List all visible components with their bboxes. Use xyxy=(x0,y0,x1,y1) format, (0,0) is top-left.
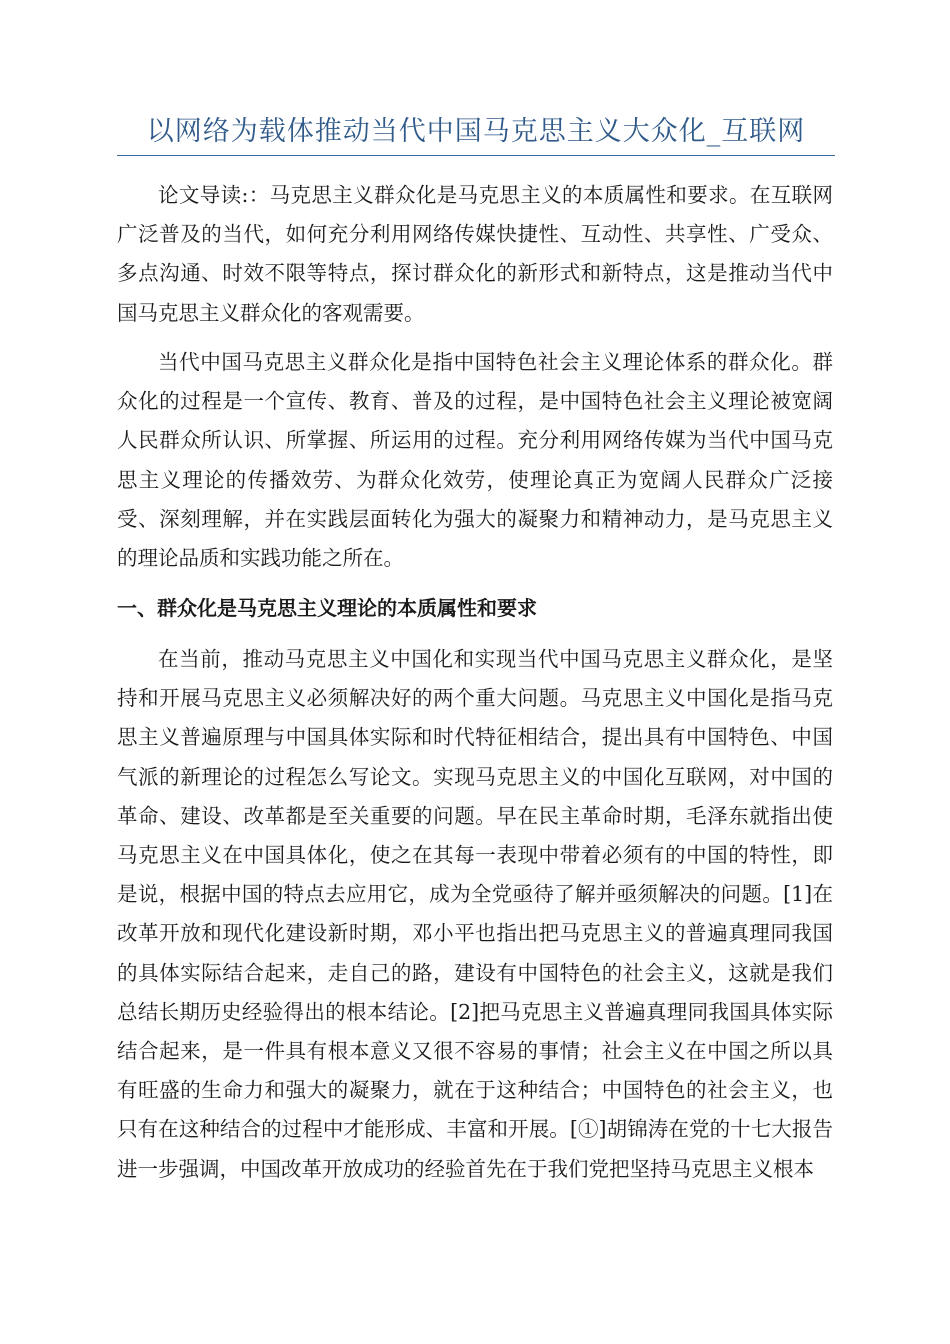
document-title: 以网络为载体推动当代中国马克思主义大众化_互联网 xyxy=(146,116,806,147)
body-paragraph: 当代中国马克思主义群众化是指中国特色社会主义理论体系的群众化。群众化的过程是一个宣传、教育、普及的过程，是中国特色社会主义理论被宽阔人民群众所认识、所掌握、所运用的过程。充分利用网络传媒为当代中国马克思主义理论的传播效劳、为群众化效劳，使理论真正为宽阔人民群众广泛接受、深刻理解，并在实践层面转化为强大的凝聚力和精神动力，是马克思主义的理论品质和实践功能之所在。 xyxy=(117,350,833,571)
title-underline xyxy=(117,155,835,156)
section-paragraph: 在当前，推动马克思主义中国化和实现当代中国马克思主义群众化，是坚持和开展马克思主义必须解决好的两个重大问题。马克思主义中国化是指马克思主义普遍原理与中国具体实际和时代特征相结合，提出具有中国特色、中国气派的新理论的过程怎么写论文。实现马克思主义的中国化互联网，对中国的革命、建设、改革都是至关重要的问题。早在民主革命时期，毛泽东就指出使马克思主义在中国具体化，使之在其每一表现中带着必须有的中国的特性，即是说，根据中国的特点去应用它，成为全党亟待了解并亟须解决的问题。[1]在改革开放和现代化建设新时期，邓小平也指出把马克思主义的普遍真理同我国的具体实际结合起来，走自己的路，建设有中国特色的社会主义，这就是我们总结长期历史经验得出的根本结论。[2]把马克思主义普遍真理同我国具体实际结合起来，是一件具有根本意义又很不容易的事情；社会主义在中国之所以具有旺盛的生命力和强大的凝聚力，就在于这种结合；中国特色的社会主义，也只有在这种结合的过程中才能形成、丰富和开展。[①]胡锦涛在党的十七大报告进一步强调，中国改革开放成功的经验首先在于我们党把坚持马克思主义根本 xyxy=(117,647,833,1181)
intro-paragraph: 论文导读:：马克思主义群众化是马克思主义的本质属性和要求。在互联网广泛普及的当代，如何充分利用网络传媒快捷性、互动性、共享性、广受众、多点沟通、时效不限等特点，探讨群众化的新形式和新特点，这是推动当代中国马克思主义群众化的客观需要。 xyxy=(117,183,833,325)
section-heading: 一、群众化是马克思主义理论的本质属性和要求 xyxy=(117,596,537,620)
